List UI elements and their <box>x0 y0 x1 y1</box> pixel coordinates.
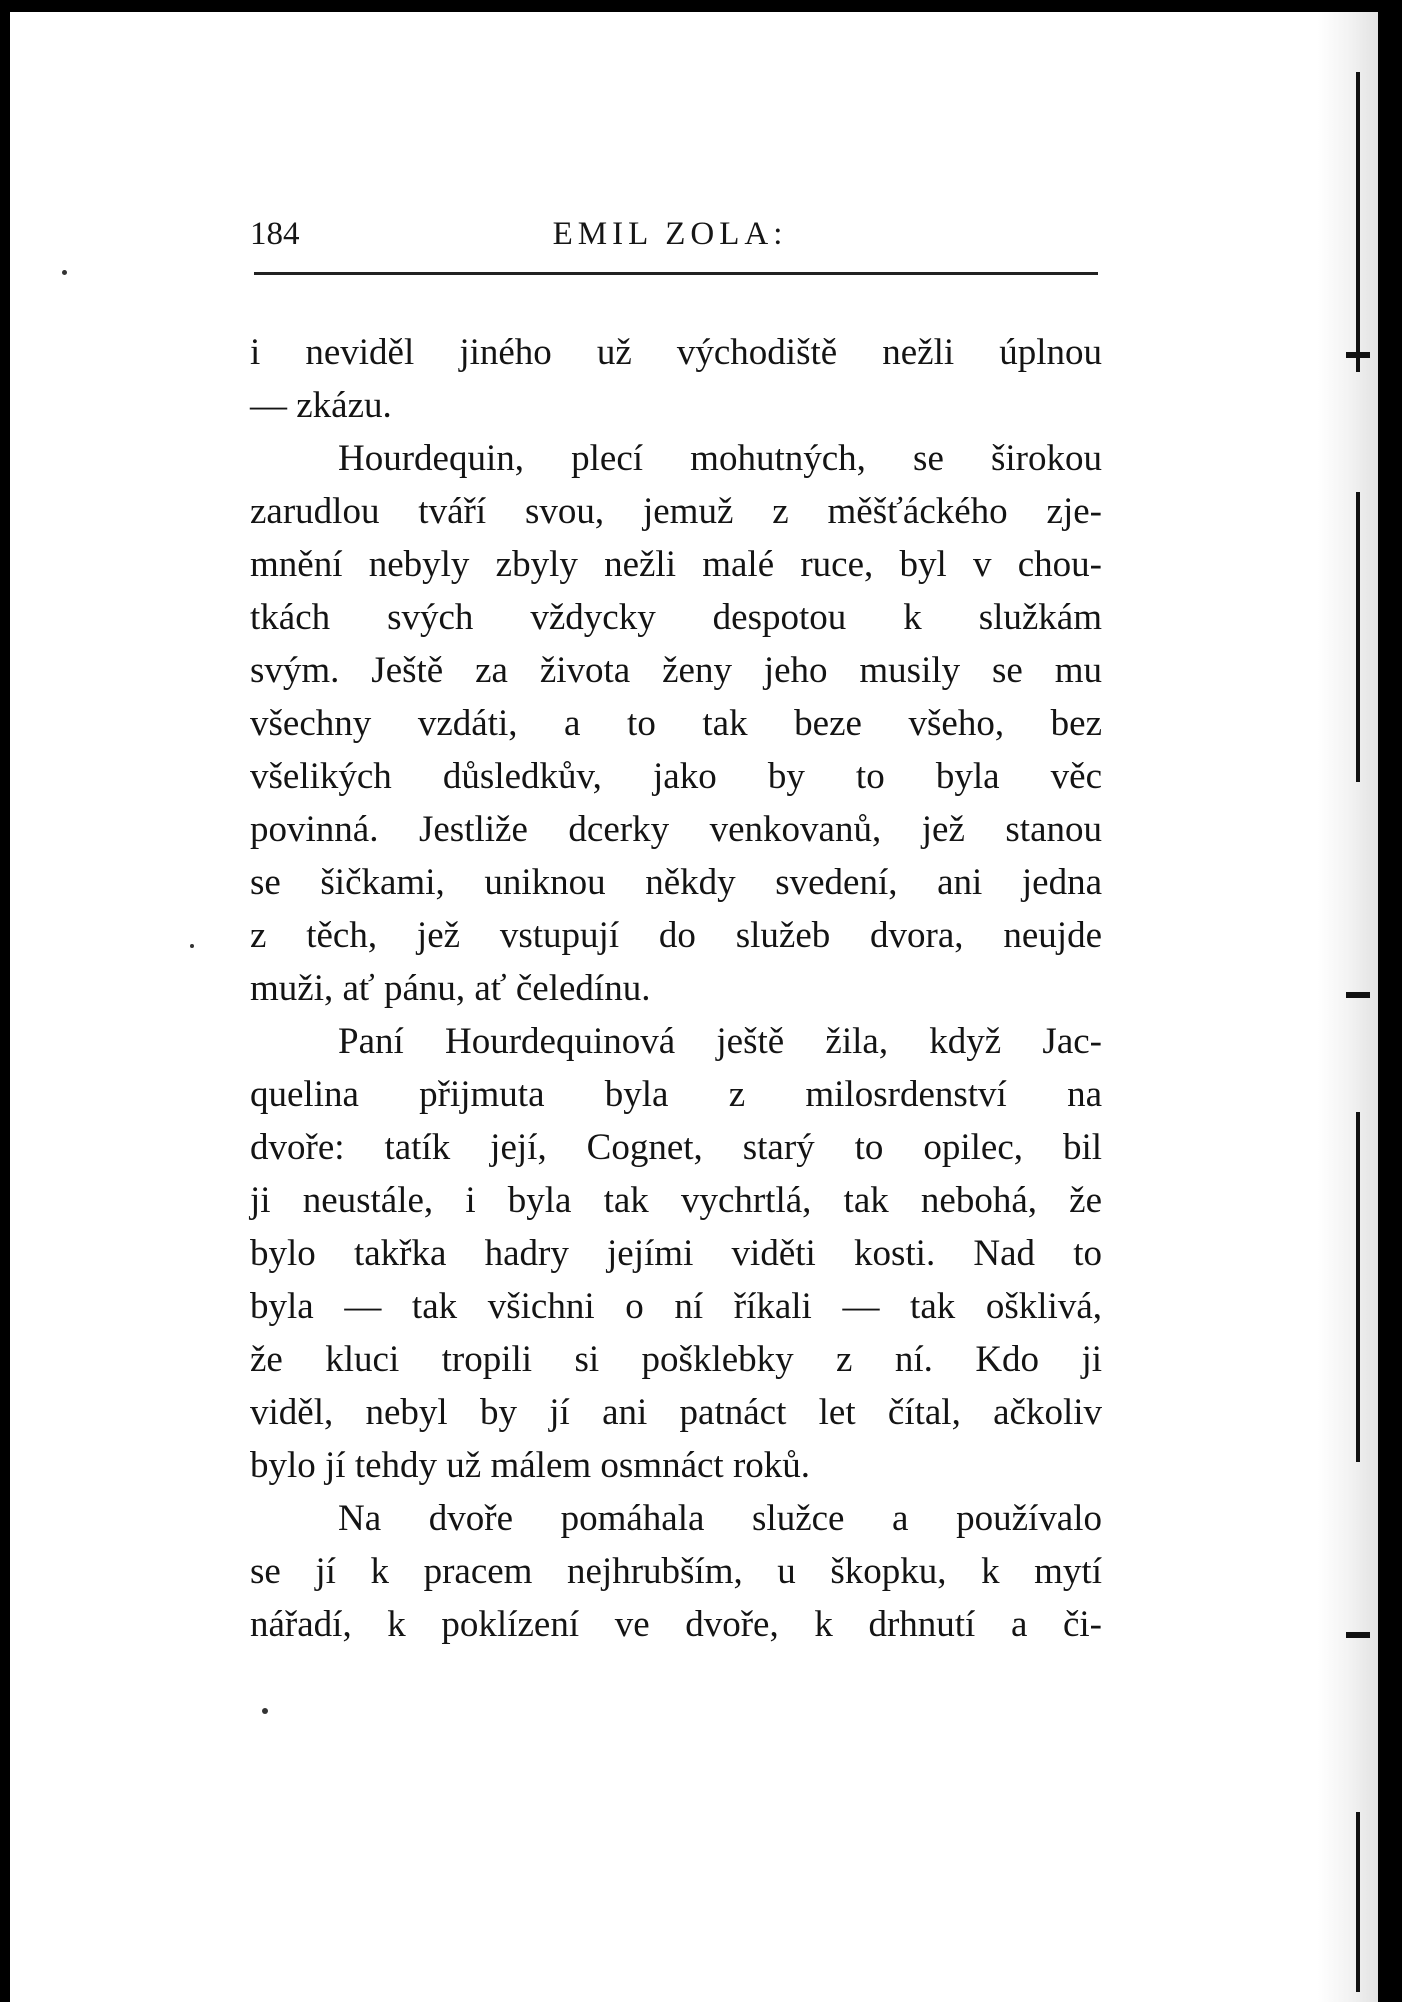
page-gutter <box>1318 12 1378 2002</box>
text-line: bylo takřka hadry jejími viděti kosti. Nad to <box>250 1233 1102 1274</box>
text-line: i neviděl jiného už východiště nežli úplnou <box>250 332 1102 373</box>
margin-mark <box>1346 352 1370 358</box>
body-text <box>250 326 1102 1651</box>
text-line: tkách svých vždycky despotou k služkám <box>250 597 1102 638</box>
text-line: že kluci tropili si pošklebky z ní. Kdo ji <box>250 1339 1102 1380</box>
text-line: Hourdequin, plecí mohutných, se širokou <box>338 438 1102 479</box>
text-line: všechny vzdáti, a to tak beze všeho, bez <box>250 703 1102 744</box>
text-line: muži, ať pánu, ať čeledínu. <box>250 968 651 1009</box>
text-line: nářadí, k poklízení ve dvoře, k drhnutí a či- <box>250 1604 1102 1645</box>
margin-mark <box>1346 992 1370 998</box>
print-speck <box>262 1708 268 1714</box>
text-line: viděl, nebyl by jí ani patnáct let čítal, ačkoliv <box>250 1392 1102 1433</box>
text-line: z těch, jež vstupují do služeb dvora, neujde <box>250 915 1102 956</box>
margin-mark <box>1346 1632 1370 1638</box>
text-line: Na dvoře pomáhala služce a používalo <box>338 1498 1102 1539</box>
text-line: bylo jí tehdy už málem osmnáct roků. <box>250 1445 811 1486</box>
text-line: zarudlou tváří svou, jemuž z měšťáckého zje- <box>250 491 1102 532</box>
margin-mark <box>1356 492 1360 782</box>
book-page <box>10 12 1378 2002</box>
text-line: dvoře: tatík její, Cognet, starý to opilec, bil <box>250 1127 1102 1168</box>
margin-mark <box>1356 1112 1360 1462</box>
text-line: se jí k pracem nejhrubším, u škopku, k mytí <box>250 1551 1102 1592</box>
running-title: EMIL ZOLA: <box>552 216 788 252</box>
print-speck <box>62 270 67 275</box>
text-line: Paní Hourdequinová ještě žila, když Jac- <box>338 1021 1102 1062</box>
text-line: quelina přijmuta byla z milosrdenství na <box>250 1074 1102 1115</box>
header-rule <box>254 272 1098 275</box>
text-line: svým. Ještě za života ženy jeho musily se mu <box>250 650 1102 691</box>
text-line: byla — tak všichni o ní říkali — tak ošklivá, <box>250 1286 1102 1327</box>
text-line: se šičkami, uniknou někdy svedení, ani jedna <box>250 862 1102 903</box>
margin-mark <box>1356 1812 1360 1992</box>
text-line: ji neustále, i byla tak vychrtlá, tak nebohá, že <box>250 1180 1102 1221</box>
page-number: 184 <box>250 216 300 252</box>
text-line: — zkázu. <box>250 385 392 426</box>
text-line: mnění nebyly zbyly nežli malé ruce, byl v chou- <box>250 544 1102 585</box>
print-speck <box>190 944 194 948</box>
page-header <box>242 216 1098 256</box>
margin-mark <box>1356 72 1360 372</box>
text-line: povinná. Jestliže dcerky venkovanů, jež stanou <box>250 809 1102 850</box>
text-line: všelikých důsledkův, jako by to byla věc <box>250 756 1102 797</box>
